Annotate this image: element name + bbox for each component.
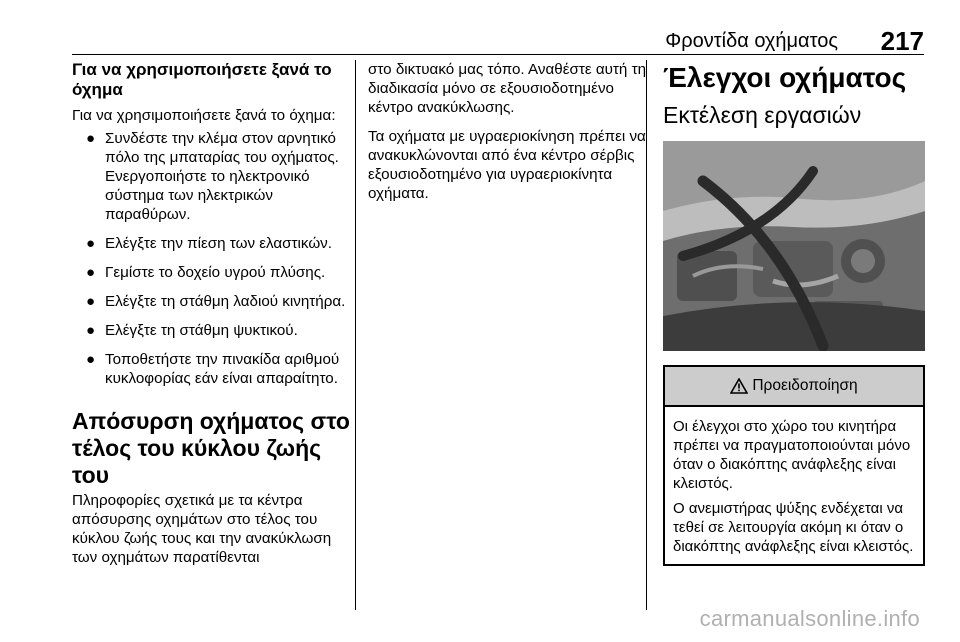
warning-body [665,407,923,564]
bullet-icon: ● [86,264,96,281]
column-divider [355,60,356,610]
warning-text: Ο ανεμιστήρας ψύξης ενδέχεται να τεθεί σε λειτουργία ακόμη κι όταν ο διακόπτης ανάφλεξης είναι κλειστός. [673,500,914,555]
warning-heading: Προειδοποίηση [752,377,858,394]
reuse-checklist [72,129,354,388]
list-item: ● Τοποθετήστε την πινακίδα αριθμού κυκλοφορίας εάν είναι απαραίτητο. [86,351,340,387]
list-item: ● Ελέγξτε τη στάθμη λαδιού κινητήρα. [86,293,346,310]
chapter-subtitle: Εκτέλεση εργασιών [663,102,862,128]
watermark: carmanualsonline.info [699,606,920,631]
engine-bay-photo [663,141,925,351]
bullet-icon: ● [86,293,96,310]
section-title-disposal: Απόσυρση οχήματος στο τέλος του κύκλου ζωής του [72,408,350,488]
engine-bay-illustration [663,141,925,351]
list-item: ● Ελέγξτε τη στάθμη ψυκτικού. [86,322,298,339]
page-number: 217 [880,26,924,56]
chapter-title: Έλεγχοι οχήματος [663,62,907,93]
list-item: ● Συνδέστε την κλέμα στον αρνητικό πόλο της μπαταρίας του οχήματος. Ενεργοποιήστε το ηλεκτρονικό σύστημα των ηλεκτρικών παραθύρων. [86,130,339,223]
page-header [72,24,924,55]
disposal-text: Πληροφορίες σχετικά με τα κέντρα απόσυρσης οχημάτων στο τέλος του κύκλου ζωής τους και την ανακύκλωση των οχημάτων παρατίθενται [72,492,332,566]
bullet-icon: ● [86,235,96,252]
warning-header [665,367,923,407]
bullet-icon: ● [86,351,96,368]
list-item: ● Ελέγξτε την πίεση των ελαστικών. [86,235,332,252]
column-right [663,60,925,566]
bullet-icon: ● [86,130,96,147]
warning-box [663,365,925,566]
lpg-recycling-text: Τα οχήματα με υγραεριοκίνηση πρέπει να ανακυκλώνονται από ένα κέντρο σέρβις εξουσιοδοτημένο για υγραεριοκίνητα οχήματα. [368,128,646,202]
reuse-intro: Για να χρησιμοποιήσετε ξανά το όχημα: [72,107,336,124]
header-title: Φροντίδα οχήματος [665,30,838,52]
list-item: ● Γεμίστε το δοχείο υγρού πλύσης. [86,264,326,281]
disposal-text-continued: στο δικτυακό μας τόπο. Αναθέστε αυτή τη διαδικασία μόνο σε εξουσιοδοτημένο κέντρο ανακύκλωσης. [368,61,647,116]
column-left [72,60,354,567]
section-title-reuse: Για να χρησιμοποιήσετε ξανά το όχημα [72,60,332,99]
bullet-icon: ● [86,322,96,339]
warning-text: Οι έλεγχοι στο χώρο του κινητήρα πρέπει να πραγματοποιούνται μόνο όταν ο διακόπτης ανάφλεξης είναι κλειστός. [673,418,911,492]
column-middle [368,60,650,203]
warning-triangle-icon [730,378,748,394]
